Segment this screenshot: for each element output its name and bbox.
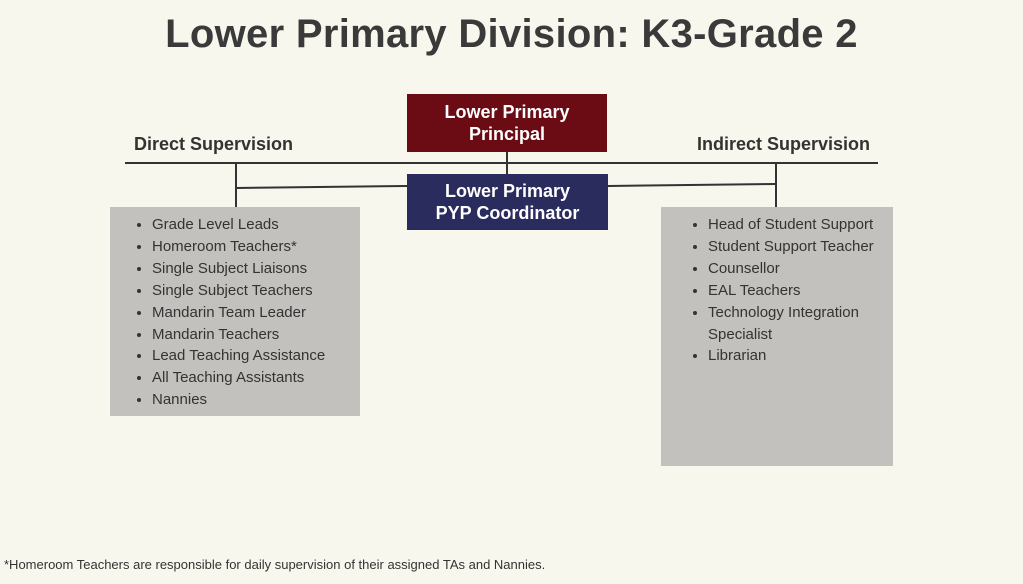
principal-line1: Lower Primary [444,102,570,122]
coordinator-right-line [608,184,776,186]
indirect-supervision-list [661,207,893,367]
list-item: • Student Support Teacher [708,236,887,258]
list-item: • Technology Integration Specialist [708,302,887,346]
list-item: • EAL Teachers [708,280,887,302]
list-item: • Mandarin Teachers [152,324,360,346]
list-item: • Counsellor [708,258,887,280]
principal-line2: Principal [468,124,546,144]
indirect-supervision-list-box [661,207,893,466]
footnote: *Homeroom Teachers are responsible for daily supervision of their assigned TAs and Nannies. [4,557,546,572]
pyp-coordinator-box [407,174,608,230]
list-item: • All Teaching Assistants [152,367,360,389]
list-item: • Single Subject Teachers [152,280,360,302]
list-item: • Grade Level Leads [152,214,360,236]
list-item: • Head of Student Support [708,214,887,236]
principal-box [407,94,607,152]
list-item: • Librarian [708,345,887,367]
direct-supervision-heading: Direct Supervision [134,134,294,154]
list-item: • Nannies [152,389,360,411]
coordinator-left-line [236,186,407,188]
list-item: • Single Subject Liaisons [152,258,360,280]
list-item: • Lead Teaching Assistance [152,345,360,367]
direct-supervision-list-box [110,207,360,416]
coordinator-line1: Lower Primary [444,181,571,201]
coordinator-line2: PYP Coordinator [435,203,580,223]
direct-supervision-list [110,207,360,411]
list-item: • Mandarin Team Leader [152,302,360,324]
list-item: • Homeroom Teachers* [152,236,360,258]
page-title: Lower Primary Division: K3-Grade 2 [165,12,858,56]
indirect-supervision-heading: Indirect Supervision [697,134,871,154]
